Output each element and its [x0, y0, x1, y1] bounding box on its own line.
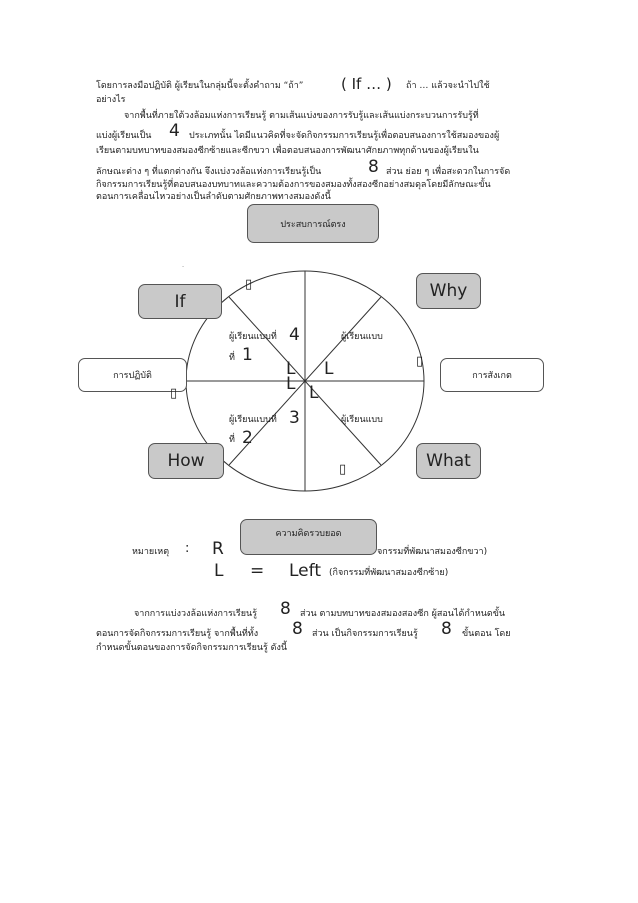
quad-bottom-left-text: ผู้เรียนแบบที่ — [229, 415, 277, 425]
quad-top-right-text: ผู้เรียนแบบ — [341, 332, 383, 342]
why-label: Why — [429, 281, 468, 301]
para1-line-2a: แบ่งผู้เรียนเป็น — [96, 131, 152, 141]
intro-line-1b: ถ้า … แล้วจะนำไปใช้ — [406, 81, 490, 91]
quad-bottom-left-number: 3 — [289, 408, 300, 428]
para2-line-3: กำหนดขั้นตอนของการจัดกิจกรรมการเรียนรู้ ดังนี้ — [96, 643, 288, 653]
what-label: What — [426, 451, 471, 471]
quad-bottom-left-number-2: 2 — [242, 428, 253, 448]
center-letter-l-1: L — [286, 359, 296, 379]
marker-glyph-4: ▯ — [339, 462, 347, 477]
note-left-word: Left — [289, 561, 321, 581]
para1-number-8: 8 — [368, 157, 379, 177]
para2-number-8a: 8 — [280, 599, 291, 619]
note-r-letter: R — [212, 539, 224, 559]
para1-line-1: จากพื้นที่ภายใต้วงล้อมแห่งการเรียนรู้ ตามเส้นแบ่งของการรับรู้และเส้นแบ่งกระบวนการรับรู้ที่ — [124, 111, 479, 121]
para2-line-1b: ส่วน ตามบทบาทของสมองสองซีก ผู้สอนได้กำหนดขั้น — [300, 609, 506, 619]
observation-label: การสังเกต — [472, 371, 512, 381]
if-label: If — [174, 291, 186, 312]
why-box — [416, 273, 481, 309]
para1-line-5: กิจกรรมการเรียนรู้ที่ตอบสนองบทบาทและความต้องการของสมองทั้งสองซีกอย่างสมดุลโดยมีลักษณะขั้น — [96, 180, 491, 190]
center-letter-l-2: L — [324, 359, 334, 379]
marker-glyph-3: ▯ — [170, 386, 178, 401]
note-l-letter: L — [214, 561, 224, 581]
observation-box — [440, 358, 544, 392]
center-letter-l-3: L — [286, 374, 296, 394]
para1-line-4a: ลักษณะต่าง ๆ ที่แตกต่างกัน จึงแบ่งวงล้อแห่งการเรียนรู้เป็น — [96, 167, 322, 177]
note-l-description: (กิจกรรมที่พัฒนาสมองซีกซ้าย) — [329, 568, 449, 578]
direct-experience-label: ประสบการณ์ตรง — [280, 219, 346, 230]
quad-top-left-text-2: ที่ — [229, 353, 235, 363]
para1-line-3: เรียนตามบทบาทของสมองซีกซ้ายและซีกขวา เพื่อตอบสนองการพัฒนาศักยภาพทุกด้านของผู้เรียนใน — [96, 146, 479, 156]
tick-mark: - — [182, 263, 185, 270]
quad-top-left-number: 4 — [289, 325, 300, 345]
para1-line-6: ตอนการเคลื่อนไหวอย่างเป็นลำดับตามศักยภาพทางสมองดังนี้ — [96, 192, 331, 202]
note-colon: : — [185, 541, 190, 556]
how-box — [148, 443, 224, 479]
para1-line-2b: ประเภทนั้น ไดมีแนวคิดที่จะจัดกิจกรรมการเรียนรู้เพื่อตอบสนองการใช้สมองของผู้ — [189, 131, 500, 141]
practice-label: การปฏิบัติ — [113, 371, 152, 381]
what-box — [416, 443, 481, 479]
quad-top-left-number-2: 1 — [242, 345, 253, 365]
concept-label: ความคิดรวบยอด — [275, 529, 342, 539]
para2-number-8b: 8 — [292, 619, 303, 639]
note-equals: = — [250, 561, 265, 581]
marker-glyph-2: ▯ — [416, 354, 424, 369]
quad-bottom-left-text-2: ที่ — [229, 435, 235, 445]
para2-line-2a: ตอนการจัดกิจกรรมการเรียนรู้ จากพื้นที่ทั้ง — [96, 629, 259, 639]
para1-number-4: 4 — [169, 121, 180, 141]
intro-text: โดยการลงมือปฏิบัติ ผู้เรียนในกลุ่มนี้จะตั้งคำถาม “ถ้า” — [96, 81, 304, 91]
intro-line-2: อย่างไร — [96, 95, 126, 105]
how-label: How — [167, 451, 205, 471]
para2-line-2b: ส่วน เป็นกิจกรรมการเรียนรู้ — [312, 629, 418, 639]
quad-top-left-text: ผู้เรียนแบบที่ — [229, 332, 277, 342]
center-letter-l-4: L — [309, 383, 319, 403]
concept-box — [240, 519, 377, 555]
quad-bottom-right-text: ผู้เรียนแบบ — [341, 415, 383, 425]
if-paren: ( If … ) — [341, 75, 392, 93]
if-box — [138, 284, 222, 319]
marker-glyph-1: ▯ — [245, 277, 253, 292]
para2-line-1a: จากการแบ่งวงล้อแห่งการเรียนรู้ — [134, 609, 258, 619]
note-r-description: จกรรมที่พัฒนาสมองซีกขวา) — [377, 547, 488, 557]
para2-line-2c: ขั้นตอน โดย — [462, 629, 511, 639]
direct-experience-box — [247, 204, 379, 243]
para2-number-8c: 8 — [441, 619, 452, 639]
para1-line-4b: ส่วน ย่อย ๆ เพื่อสะดวกในการจัด — [386, 167, 511, 177]
note-label: หมายเหตุ — [132, 547, 170, 557]
